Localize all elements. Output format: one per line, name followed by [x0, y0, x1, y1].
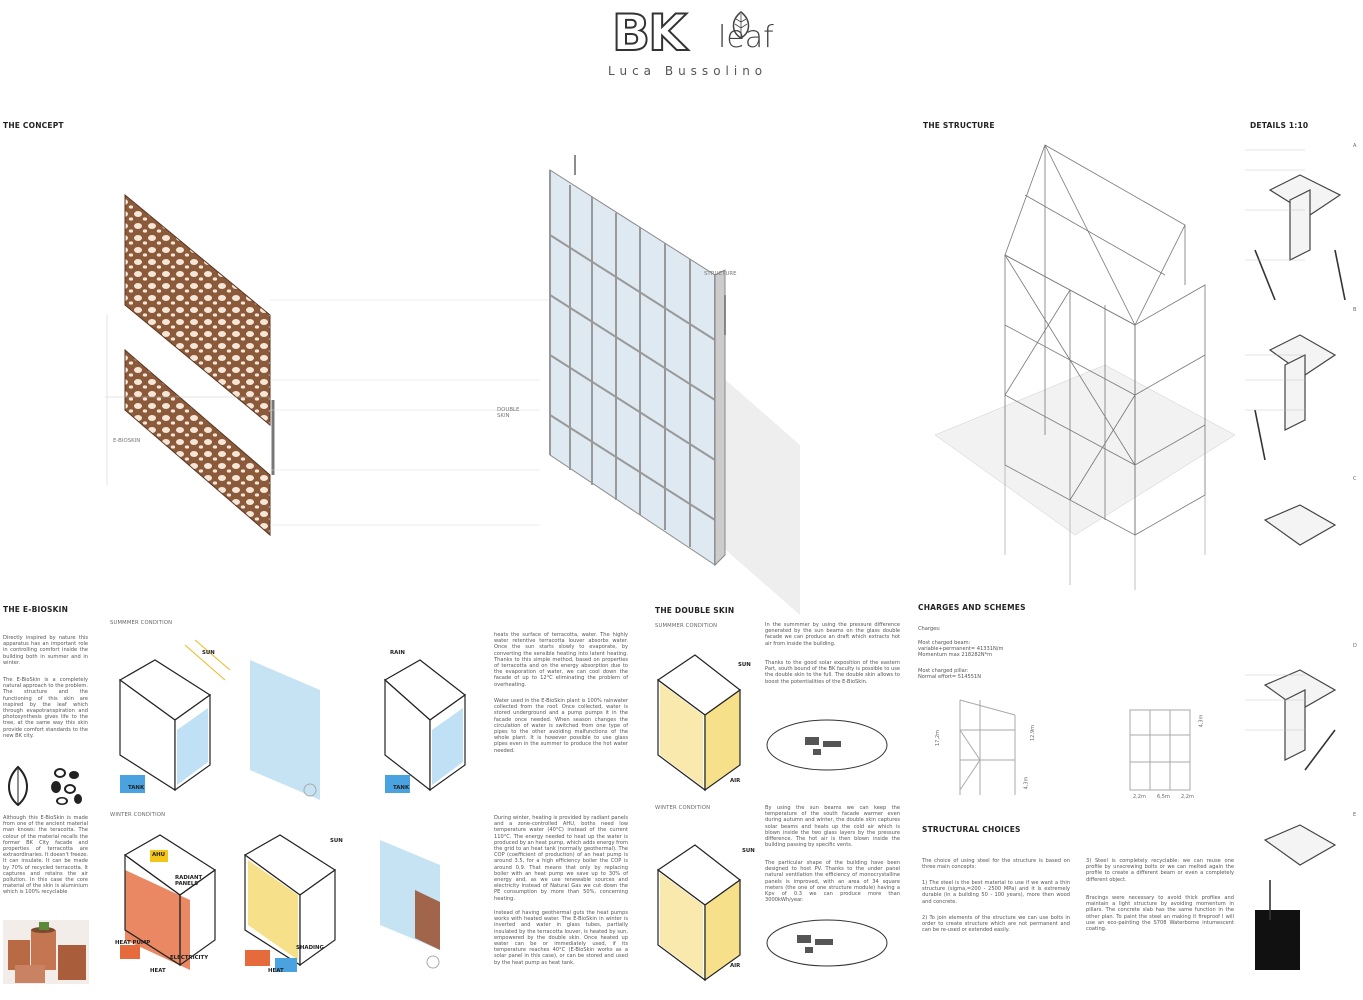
structural-choices-point-3: 3) Steel is completely recyclable: we can reuse one profile by unscrewing bolts or we can melted again the profile to create a different beam or even a completely different object.	[1086, 858, 1234, 883]
dim-h2: 12,9m	[1030, 724, 1037, 742]
label-sun-summer: SUN	[202, 650, 215, 656]
logo-main: BK	[612, 4, 685, 62]
dim-w2: 6,5m	[1157, 794, 1170, 800]
section-title-concept: THE CONCEPT	[3, 121, 64, 130]
charges-pillar-label: Most charged pillar:	[918, 668, 969, 674]
sun-path-diagram-winter	[765, 915, 895, 970]
dim-w1: 2,2m	[1133, 794, 1146, 800]
ebioskin-col2-b: Water used in the E-BioSkin plant is 100% rainwater collected from the roof. Once collected, water is stored underground and a pump pumps it in the facade once needed. When season changes the circulation of water is switched from one type of pipes to the other avoiding malfunctions of the whole plant. It is however possible to use glass pipes even in the summer to produce the hot water needed.	[494, 698, 628, 754]
detail-letter-c: C	[1353, 476, 1357, 482]
structural-choices-point-1: 1) The steel is the best material to use if we want a thin structure (sigma,=200 - 2500 MPa) and it is extremely durable (in a building 50 - 100 years), more then wood and concrete.	[922, 880, 1070, 905]
label-tank-1: TANK	[128, 785, 145, 791]
detail-letter-b: B	[1353, 307, 1357, 313]
doubleskin-text-2: Thanks to the good solar exposition of the eastern Part, south bound of the BK faculty is possible to use the double skin to the full. The double skin allows to boost the potentialities of the E-BioSkin.	[765, 660, 900, 685]
doubleskin-text-3: By using the sun beams we can keep the temperature of the south facade warmer even during autumn and winter, the double skin captures solar beams and heats up the cold air which is blown inside the two glass layers by the pressure difference. The hot air is then blown inside the building passing by specific vents.	[765, 805, 900, 849]
label-heat-1: HEAT	[150, 968, 166, 974]
logo-sub: leaf	[718, 20, 774, 55]
label-structure: STRUCTURE	[704, 271, 737, 277]
detail-letter-a: A	[1353, 143, 1357, 149]
section-title-charges: CHARGES AND SCHEMES	[918, 603, 1026, 612]
charges-beam-label: Most charged beam:	[918, 640, 971, 646]
charges-title: Charges:	[918, 626, 941, 632]
label-ebioskin: E-BIOSKIN	[113, 438, 141, 444]
joint-details-drawing	[1245, 140, 1355, 980]
section-title-structure: THE STRUCTURE	[923, 121, 995, 130]
charges-beam-moment: Momentum max 218282N*m	[918, 652, 993, 658]
label-ds-air-2: AIR	[730, 963, 741, 969]
label-tank-2: TANK	[393, 785, 410, 791]
section-title-structural-choices: STRUCTURAL CHOICES	[922, 825, 1021, 834]
structural-choices-intro: The choice of using steel for the structure is based on three main concepts:	[922, 858, 1070, 871]
terracotta-pots-photo	[3, 920, 89, 984]
ebioskin-winter-caption: WINTER CONDITION	[110, 812, 166, 818]
sun-path-diagram-summer	[765, 715, 895, 775]
ebioskin-diagrams	[115, 640, 485, 985]
logo	[612, 4, 685, 62]
label-double-skin: DOUBLE SKIN	[497, 407, 520, 419]
charges-beam-load: variable+permanent= 41331N/m	[918, 646, 1004, 652]
structural-schemes	[940, 690, 1170, 800]
section-title-doubleskin: THE DOUBLE SKIN	[655, 606, 735, 615]
author-name: Luca Bussolino	[608, 64, 768, 78]
steel-structure-drawing	[925, 135, 1245, 595]
label-radiant-panels: RADIANT PANELS	[175, 875, 203, 887]
doubleskin-winter-caption: WINTER CONDITION	[655, 805, 711, 811]
detail-letter-e: E	[1353, 812, 1357, 818]
label-shading: SHADING	[296, 945, 324, 951]
label-ds-sun-2: SUN	[742, 848, 755, 854]
detail-letter-d: D	[1353, 643, 1357, 649]
label-ds-air-1: AIR	[730, 778, 741, 784]
doubleskin-diagrams	[650, 635, 760, 980]
ebioskin-text-3: Although this E-BioSkin is made from one of the ancient material man knows: the teracotta. The colour of the material recalls the former BK City facade and properties of terracotta are extraordinaries. It doesn't freeze. It can insulate. It can be made by 70% of recycled terracotta. It captures and retains the air pollution. In this case the core material of the skin is aluminium which is 100% recyclable	[3, 815, 88, 896]
doubleskin-text-4: The particular shape of the building have been designed to host PV. Thanks to the under panel natural ventilation the efficiency of monocrystalline panels is improved, with an area of 34 square meters (the one of one structure module) having a Kpv of 0.3 we can produce more than 3000kWh/year.	[765, 860, 900, 904]
label-heat-2: HEAT	[268, 968, 284, 974]
charges-pillar-effort: Normal effort= 514551N	[918, 674, 982, 680]
dim-h1: 17,2m	[935, 729, 942, 747]
ebioskin-col2-c: During winter, heating is provided by radiant panels and a zone-controlled AHU, boths need low temperature water (40°C) instead of the current 110°C. The energy needed to heat up the water is produced by an heat pump, which adds energy from the grid to an heat tank (normally geothermal). The COP (coefficient of production) of an heat pump is around 3.5, for a high efficiency boiler the COP is around 0.9. That means that only by replacing boiler with an heat pump we save up to 30% of energy and, as we use renewable sources and electricity instead of Natural Gas we cut down the PE consumption by more than 50%, concerning heating.	[494, 815, 628, 902]
structural-choices-point-2: 2) To join elements of the structure we can use bolts in order to create structure which are not permanent and can be re-used or extended easily.	[922, 915, 1070, 934]
ebioskin-col2-a: heats the surface of terracotta, water. The highly water retentive terracotta louver absorbs water. Once the sun starts slowly to evaporate, by converting the sensible heating into latent heating. Thanks to this simple method, based on properties of terracotta and on the energy absorption due to the evaporation of water, we can cool down the facade of up to 12°C eliminating the problem of overheating.	[494, 632, 628, 688]
ebioskin-summer-caption: SUMMMER CONDITION	[110, 620, 173, 626]
dim-h4: 4,3m	[1198, 714, 1205, 728]
label-ds-sun-1: SUN	[738, 662, 751, 668]
label-rain: RAIN	[390, 650, 405, 656]
doubleskin-text-1: In the summmer by using the pressure difference generated by the sun beams on the glass double facade we can produce an draft which extracts hot air from inside the building.	[765, 622, 900, 647]
doubleskin-summer-caption: SUMMMER CONDITION	[655, 623, 718, 629]
section-title-ebioskin: THE E-BIOSKIN	[3, 605, 69, 614]
label-heat-pump: HEAT PUMP	[115, 940, 151, 946]
leaf-texture-icons	[4, 765, 88, 807]
label-sun-winter: SUN	[330, 838, 343, 844]
ebioskin-col2-d: Instead of having geothermal guts the heat pumps works with heated water. The E-BioSkin in winter is inverted and water in glass tubes, partially insulated by the terracotta louver, is heated by sun, empowered by the double skin. Once heated up water can be or immediately used, if its temperature reaches 40°C (E-BioSkin works as a solar panel in this case), or can be stored and used by the heat pump as heat tank.	[494, 910, 628, 966]
ebioskin-text-1: Directly inspired by nature this apparatus has an important role in controlling comfort inside the building both in summer and in winter.	[3, 635, 88, 666]
ebioskin-text-2: The E-BioSkin is a completely natural approach to the problem. The structure and the functioning of this skin are inspired by the leaf which through evapotranspiration and photosynthesis gives life to the tree, at the same way this skin provide comfort standards to the new BK city.	[3, 677, 88, 739]
label-electricity: ELECTRICITY	[170, 955, 209, 961]
dim-h3: 4,3m	[1023, 776, 1030, 790]
ebioskin-panels-drawing	[105, 185, 285, 545]
dim-w3: 2,2m	[1181, 794, 1194, 800]
label-ahu: AHU	[152, 852, 166, 858]
section-title-details: DETAILS 1:10	[1250, 121, 1309, 130]
structural-choices-bracings: Bracings were necessary to avoid thick profiles and maintain a light structure by avoiding momentum in pillars. The concrete slab has the same function in the other plan. To paint the steel an making it fireproof I will use an eco-painting the S708 Waterborne intumescent coating.	[1086, 895, 1234, 933]
double-skin-drawing	[530, 145, 810, 575]
